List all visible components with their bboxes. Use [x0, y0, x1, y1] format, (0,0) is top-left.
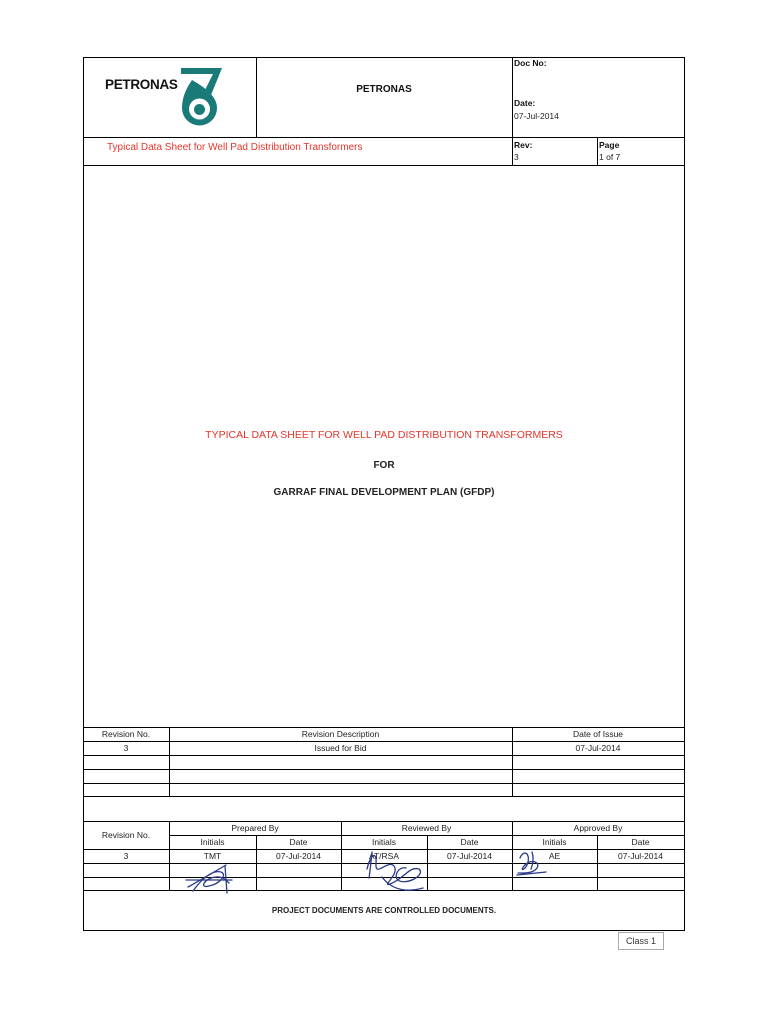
- reviewed-initials: AT/RSA: [368, 851, 400, 861]
- subheader-date: Date: [631, 837, 650, 847]
- revision-header-no: Revision No.: [101, 729, 151, 739]
- controlled-documents-notice: PROJECT DOCUMENTS ARE CONTROLLED DOCUMENTS.: [271, 906, 497, 915]
- cover-for: FOR: [373, 460, 395, 471]
- approval-row-revision: 3: [123, 851, 129, 861]
- revision-header-description: Revision Description: [301, 729, 380, 739]
- approval-header-reviewed: Reviewed By: [401, 823, 452, 833]
- doc-no-label: Doc No:: [514, 58, 547, 68]
- rule: [83, 877, 685, 878]
- rule: [83, 890, 685, 891]
- rule: [83, 769, 685, 770]
- page-value: 1 of 7: [599, 152, 621, 162]
- date-value: 07-Jul-2014: [514, 111, 559, 121]
- rule: [256, 57, 257, 137]
- revision-row-description: Issued for Bid: [314, 743, 367, 753]
- revision-row-date: 07-Jul-2014: [575, 743, 621, 753]
- logo-wordmark: PETRONAS: [105, 77, 178, 92]
- revision-row-no: 3: [123, 743, 129, 753]
- page-label: Page: [599, 140, 620, 150]
- rev-label: Rev:: [514, 140, 533, 150]
- subheader-initials: Initials: [200, 837, 225, 847]
- rev-value: 3: [514, 152, 519, 162]
- subheader-date: Date: [289, 837, 308, 847]
- date-label: Date:: [514, 98, 536, 108]
- rule: [83, 755, 685, 756]
- revision-header-date: Date of Issue: [572, 729, 624, 739]
- subheader-date: Date: [460, 837, 479, 847]
- rule: [83, 137, 685, 138]
- prepared-date: 07-Jul-2014: [276, 851, 321, 861]
- company-name: PETRONAS: [356, 84, 412, 95]
- approval-header-revision: Revision No.: [101, 830, 151, 840]
- rule: [83, 863, 685, 864]
- approval-header-prepared: Prepared By: [231, 823, 279, 833]
- rule: [83, 165, 685, 166]
- prepared-initials: TMT: [203, 851, 222, 861]
- approved-initials: AE: [548, 851, 561, 861]
- subheader-initials: Initials: [371, 837, 397, 847]
- oil-drop-icon: [181, 68, 222, 126]
- subheader-initials: Initials: [542, 837, 567, 847]
- approved-date: 07-Jul-2014: [618, 851, 663, 861]
- rule: [83, 796, 685, 797]
- rule: [597, 137, 598, 165]
- cover-project: GARRAF FINAL DEVELOPMENT PLAN (GFDP): [273, 487, 495, 498]
- reviewed-date: 07-Jul-2014: [447, 851, 492, 861]
- cover-title: TYPICAL DATA SHEET FOR WELL PAD DISTRIBUTION TRANSFORMERS: [205, 429, 563, 441]
- classification-badge: Class 1: [618, 932, 664, 950]
- approval-header-approved: Approved By: [573, 823, 623, 833]
- rule: [83, 783, 685, 784]
- petronas-logo: [95, 62, 230, 130]
- document-title: Typical Data Sheet for Well Pad Distribution Transformers: [107, 142, 363, 153]
- rule: [512, 57, 513, 165]
